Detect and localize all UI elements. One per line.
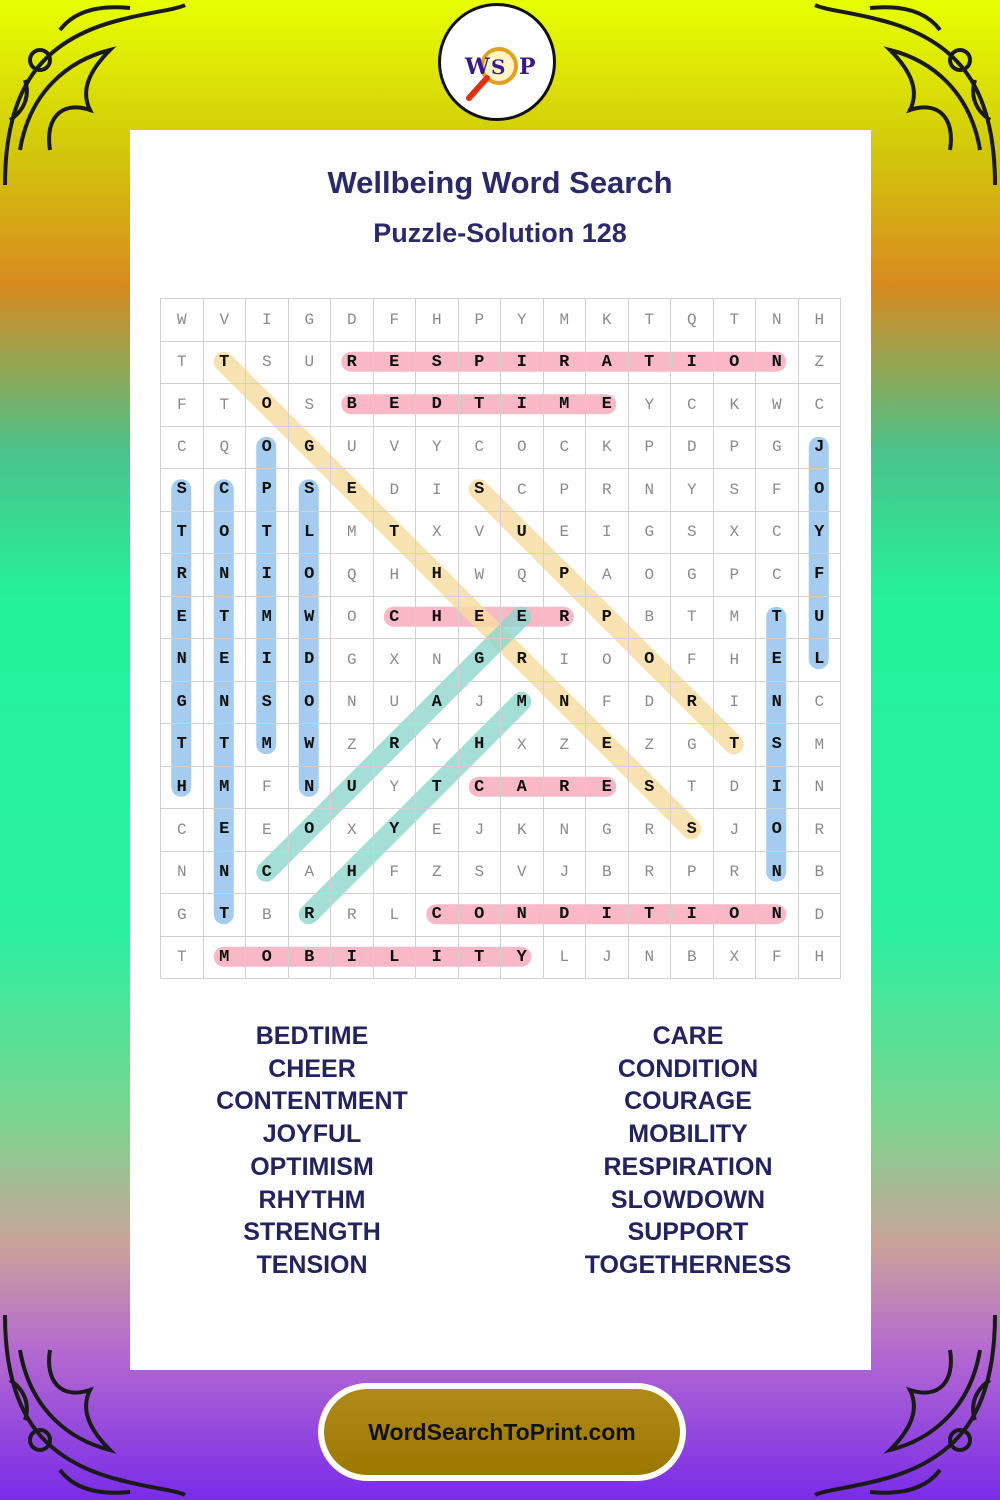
grid-cell[interactable]: P bbox=[713, 426, 757, 470]
grid-cell[interactable]: M bbox=[330, 511, 374, 555]
grid-cell[interactable]: R bbox=[543, 766, 587, 810]
grid-cell[interactable]: Q bbox=[670, 298, 714, 342]
grid-cell[interactable]: C bbox=[543, 426, 587, 470]
grid-cell[interactable]: A bbox=[585, 341, 629, 385]
grid-cell[interactable]: O bbox=[628, 638, 672, 682]
grid-cell[interactable]: A bbox=[585, 553, 629, 597]
grid-cell[interactable]: U bbox=[288, 341, 332, 385]
grid-cell[interactable]: S bbox=[713, 468, 757, 512]
magnifier-icon bbox=[441, 6, 553, 118]
grid-cell[interactable]: X bbox=[373, 638, 417, 682]
word-list-item: CONTENTMENT bbox=[216, 1087, 408, 1116]
grid-cell[interactable]: I bbox=[245, 638, 289, 682]
grid-cell[interactable]: N bbox=[160, 851, 204, 895]
grid-cell[interactable]: B bbox=[245, 893, 289, 937]
grid-cell[interactable]: O bbox=[330, 596, 374, 640]
grid-cell[interactable]: E bbox=[373, 383, 417, 427]
grid-cell[interactable]: I bbox=[245, 553, 289, 597]
grid-cell[interactable]: C bbox=[458, 766, 502, 810]
grid-cell[interactable]: Z bbox=[543, 723, 587, 767]
grid-cell[interactable]: G bbox=[670, 553, 714, 597]
grid-cell[interactable]: N bbox=[628, 936, 672, 980]
grid-cell[interactable]: F bbox=[755, 936, 799, 980]
grid-cell[interactable]: O bbox=[755, 808, 799, 852]
grid-cell[interactable]: X bbox=[713, 936, 757, 980]
grid-cell[interactable]: W bbox=[288, 596, 332, 640]
grid-cell[interactable]: M bbox=[500, 681, 544, 725]
grid-cell[interactable]: D bbox=[373, 468, 417, 512]
grid-cell[interactable]: G bbox=[288, 426, 332, 470]
grid-cell[interactable]: Z bbox=[628, 723, 672, 767]
grid-cell[interactable]: T bbox=[628, 298, 672, 342]
grid-cell[interactable]: L bbox=[543, 936, 587, 980]
grid-cell[interactable]: V bbox=[203, 298, 247, 342]
grid-cell[interactable]: C bbox=[755, 511, 799, 555]
grid-cell[interactable]: G bbox=[755, 426, 799, 470]
grid-cell[interactable]: T bbox=[713, 298, 757, 342]
word-list-item: CHEER bbox=[268, 1054, 356, 1083]
grid-cell[interactable]: A bbox=[288, 851, 332, 895]
grid-cell[interactable]: T bbox=[458, 383, 502, 427]
grid-cell[interactable]: B bbox=[628, 596, 672, 640]
grid-cell[interactable]: S bbox=[755, 723, 799, 767]
grid-cell[interactable]: H bbox=[373, 553, 417, 597]
grid-cell[interactable]: N bbox=[755, 893, 799, 937]
grid-cell[interactable]: V bbox=[373, 426, 417, 470]
grid-cell[interactable]: I bbox=[543, 638, 587, 682]
grid-cell[interactable]: H bbox=[415, 553, 459, 597]
grid-cell[interactable]: X bbox=[713, 511, 757, 555]
grid-cell[interactable]: M bbox=[543, 298, 587, 342]
grid-cell[interactable]: Q bbox=[330, 553, 374, 597]
grid-cell[interactable]: G bbox=[670, 723, 714, 767]
grid-cell[interactable]: E bbox=[585, 766, 629, 810]
grid-cell[interactable]: O bbox=[288, 681, 332, 725]
logo-letter-s: S bbox=[491, 55, 506, 79]
grid-cell[interactable]: E bbox=[458, 596, 502, 640]
grid-cell[interactable]: B bbox=[585, 851, 629, 895]
grid-cell[interactable]: J bbox=[798, 426, 842, 470]
grid-cell[interactable]: U bbox=[373, 681, 417, 725]
grid-cell[interactable]: C bbox=[670, 383, 714, 427]
grid-cell[interactable]: L bbox=[288, 511, 332, 555]
grid-cell[interactable]: N bbox=[415, 638, 459, 682]
grid-cell[interactable]: N bbox=[755, 341, 799, 385]
grid-cell[interactable]: C bbox=[798, 681, 842, 725]
grid-cell[interactable]: I bbox=[500, 341, 544, 385]
grid-cell[interactable]: N bbox=[543, 681, 587, 725]
grid-cell[interactable]: N bbox=[203, 553, 247, 597]
grid-cell[interactable]: F bbox=[755, 468, 799, 512]
site-logo[interactable] bbox=[438, 3, 556, 121]
page-title: Wellbeing Word Search bbox=[327, 165, 673, 200]
grid-cell[interactable]: Y bbox=[628, 383, 672, 427]
grid-cell[interactable]: F bbox=[670, 638, 714, 682]
grid-cell[interactable]: N bbox=[160, 638, 204, 682]
grid-cell[interactable]: E bbox=[160, 596, 204, 640]
grid-cell[interactable]: L bbox=[373, 936, 417, 980]
grid-cell[interactable]: D bbox=[415, 383, 459, 427]
grid-cell[interactable]: N bbox=[628, 468, 672, 512]
grid-cell[interactable]: T bbox=[160, 341, 204, 385]
grid-cell[interactable]: T bbox=[160, 723, 204, 767]
grid-cell[interactable]: Z bbox=[415, 851, 459, 895]
grid-cell[interactable]: R bbox=[288, 893, 332, 937]
grid-cell[interactable]: L bbox=[798, 638, 842, 682]
word-list-item: RESPIRATION bbox=[603, 1152, 773, 1181]
word-list-item: COURAGE bbox=[624, 1087, 752, 1116]
grid-cell[interactable]: O bbox=[585, 638, 629, 682]
grid-cell[interactable]: I bbox=[245, 298, 289, 342]
grid-cell[interactable]: H bbox=[415, 596, 459, 640]
grid-cell[interactable]: M bbox=[245, 596, 289, 640]
grid-cell[interactable]: J bbox=[458, 808, 502, 852]
grid-cell[interactable]: W bbox=[288, 723, 332, 767]
grid-cell[interactable]: H bbox=[713, 638, 757, 682]
grid-cell[interactable]: F bbox=[585, 681, 629, 725]
grid-cell[interactable]: O bbox=[245, 426, 289, 470]
grid-cell[interactable]: H bbox=[798, 298, 842, 342]
grid-cell[interactable]: S bbox=[415, 341, 459, 385]
grid-cell[interactable]: M bbox=[798, 723, 842, 767]
grid-cell[interactable]: O bbox=[203, 511, 247, 555]
grid-cell[interactable]: F bbox=[373, 851, 417, 895]
grid-cell[interactable]: S bbox=[458, 851, 502, 895]
grid-cell[interactable]: O bbox=[288, 808, 332, 852]
grid-cell[interactable]: R bbox=[585, 468, 629, 512]
grid-cell[interactable]: P bbox=[458, 341, 502, 385]
grid-cell[interactable]: P bbox=[543, 468, 587, 512]
grid-cell[interactable]: C bbox=[203, 468, 247, 512]
grid-cell[interactable]: D bbox=[543, 893, 587, 937]
grid-cell[interactable]: S bbox=[288, 383, 332, 427]
word-list-item: SUPPORT bbox=[627, 1218, 749, 1247]
grid-cell[interactable]: R bbox=[330, 893, 374, 937]
grid-cell[interactable]: T bbox=[160, 511, 204, 555]
grid-cell[interactable]: G bbox=[458, 638, 502, 682]
grid-cell[interactable]: T bbox=[203, 596, 247, 640]
grid-cell[interactable]: D bbox=[670, 426, 714, 470]
grid-cell[interactable]: M bbox=[543, 383, 587, 427]
grid-cell[interactable]: D bbox=[713, 766, 757, 810]
grid-cell[interactable]: O bbox=[288, 553, 332, 597]
grid-cell[interactable]: C bbox=[798, 383, 842, 427]
grid-cell[interactable]: G bbox=[585, 808, 629, 852]
grid-cell[interactable]: F bbox=[245, 766, 289, 810]
grid-cell[interactable]: F bbox=[160, 383, 204, 427]
grid-cell[interactable]: Y bbox=[373, 766, 417, 810]
grid-cell[interactable]: E bbox=[203, 638, 247, 682]
grid-cell[interactable]: I bbox=[755, 766, 799, 810]
grid-cell[interactable]: N bbox=[203, 681, 247, 725]
grid-cell[interactable]: C bbox=[755, 553, 799, 597]
grid-cell[interactable]: M bbox=[245, 723, 289, 767]
grid-cell[interactable]: S bbox=[160, 468, 204, 512]
logo-letter-w: W bbox=[465, 54, 490, 80]
grid-cell[interactable]: H bbox=[798, 936, 842, 980]
grid-cell[interactable]: N bbox=[330, 681, 374, 725]
grid-cell[interactable]: H bbox=[330, 851, 374, 895]
word-list-item: CONDITION bbox=[617, 1054, 759, 1083]
grid-cell[interactable]: Y bbox=[500, 936, 544, 980]
grid-cell[interactable]: W bbox=[458, 553, 502, 597]
grid-cell[interactable]: J bbox=[713, 808, 757, 852]
grid-cell[interactable]: R bbox=[798, 808, 842, 852]
grid-cell[interactable]: T bbox=[160, 936, 204, 980]
grid-cell[interactable]: T bbox=[628, 341, 672, 385]
grid-cell[interactable]: M bbox=[203, 766, 247, 810]
grid-cell[interactable]: T bbox=[203, 341, 247, 385]
grid-cell[interactable]: T bbox=[373, 511, 417, 555]
word-list-item: MOBILITY bbox=[628, 1120, 748, 1149]
grid-cell[interactable]: M bbox=[203, 936, 247, 980]
grid-cell[interactable]: S bbox=[245, 681, 289, 725]
grid-cell[interactable]: E bbox=[500, 596, 544, 640]
grid-cell[interactable]: N bbox=[288, 766, 332, 810]
grid-cell[interactable]: M bbox=[713, 596, 757, 640]
grid-cell[interactable]: A bbox=[500, 766, 544, 810]
grid-cell[interactable]: B bbox=[330, 383, 374, 427]
grid-cell[interactable]: E bbox=[373, 341, 417, 385]
grid-cell[interactable]: O bbox=[500, 426, 544, 470]
word-list-left bbox=[162, 1020, 462, 1282]
grid-cell[interactable]: P bbox=[713, 553, 757, 597]
word-list-item: TENSION bbox=[256, 1250, 368, 1279]
word-list-item: RHYTHM bbox=[258, 1185, 366, 1214]
grid-cell[interactable]: P bbox=[245, 468, 289, 512]
grid-cell[interactable]: N bbox=[755, 851, 799, 895]
grid-cell[interactable]: W bbox=[160, 298, 204, 342]
grid-cell[interactable]: E bbox=[585, 723, 629, 767]
grid-cell[interactable]: S bbox=[458, 468, 502, 512]
grid-cell[interactable]: V bbox=[500, 851, 544, 895]
grid-cell[interactable]: O bbox=[245, 936, 289, 980]
grid-cell[interactable]: Z bbox=[798, 341, 842, 385]
grid-cell[interactable]: I bbox=[713, 681, 757, 725]
grid-cell[interactable]: I bbox=[500, 383, 544, 427]
grid-cell[interactable]: Y bbox=[670, 468, 714, 512]
grid-cell[interactable]: G bbox=[160, 681, 204, 725]
grid-cell[interactable]: S bbox=[670, 511, 714, 555]
grid-cell[interactable]: X bbox=[500, 723, 544, 767]
grid-cell[interactable]: C bbox=[160, 426, 204, 470]
grid-cell[interactable]: E bbox=[245, 808, 289, 852]
grid-cell[interactable]: R bbox=[500, 638, 544, 682]
grid-cell[interactable]: T bbox=[203, 383, 247, 427]
grid-cell[interactable]: U bbox=[798, 596, 842, 640]
grid-cell[interactable]: D bbox=[798, 893, 842, 937]
grid-cell[interactable]: N bbox=[755, 681, 799, 725]
grid-cell[interactable]: C bbox=[458, 426, 502, 470]
word-search-grid bbox=[160, 298, 840, 978]
grid-cell[interactable]: K bbox=[585, 426, 629, 470]
grid-cell[interactable]: B bbox=[798, 851, 842, 895]
grid-cell[interactable]: P bbox=[458, 298, 502, 342]
grid-cell[interactable]: X bbox=[330, 808, 374, 852]
grid-cell[interactable]: E bbox=[415, 808, 459, 852]
grid-cell[interactable]: P bbox=[585, 596, 629, 640]
grid-cell[interactable]: T bbox=[203, 893, 247, 937]
grid-cell[interactable]: O bbox=[458, 893, 502, 937]
grid-cell[interactable]: U bbox=[500, 511, 544, 555]
grid-cell[interactable]: Q bbox=[203, 426, 247, 470]
grid-cell[interactable]: I bbox=[415, 936, 459, 980]
grid-cell[interactable]: T bbox=[670, 766, 714, 810]
grid-cell[interactable]: D bbox=[628, 681, 672, 725]
grid-cell[interactable]: I bbox=[330, 936, 374, 980]
grid-cell[interactable]: G bbox=[628, 511, 672, 555]
grid-cell[interactable]: P bbox=[628, 426, 672, 470]
grid-cell[interactable]: I bbox=[670, 893, 714, 937]
grid-cell[interactable]: R bbox=[330, 341, 374, 385]
grid-cell[interactable]: C bbox=[500, 468, 544, 512]
grid-cell[interactable]: H bbox=[415, 298, 459, 342]
grid-cell[interactable]: R bbox=[628, 851, 672, 895]
grid-cell[interactable]: S bbox=[245, 341, 289, 385]
grid-cell[interactable]: O bbox=[713, 893, 757, 937]
grid-cell[interactable]: O bbox=[628, 553, 672, 597]
grid-cell[interactable]: A bbox=[415, 681, 459, 725]
grid-cell[interactable]: E bbox=[203, 808, 247, 852]
grid-cell[interactable]: Y bbox=[415, 723, 459, 767]
grid-cell[interactable]: I bbox=[670, 341, 714, 385]
logo-letter-p: P bbox=[519, 54, 536, 80]
grid-cell[interactable]: C bbox=[373, 596, 417, 640]
grid-cell[interactable]: L bbox=[373, 893, 417, 937]
grid-cell[interactable]: G bbox=[288, 298, 332, 342]
grid-cell[interactable]: G bbox=[160, 893, 204, 937]
grid-cell[interactable]: H bbox=[458, 723, 502, 767]
grid-cell[interactable]: P bbox=[543, 553, 587, 597]
grid-cell[interactable]: E bbox=[585, 383, 629, 427]
grid-cell[interactable]: N bbox=[543, 808, 587, 852]
grid-cell[interactable]: R bbox=[628, 808, 672, 852]
grid-cell[interactable]: I bbox=[415, 468, 459, 512]
grid-cell[interactable]: R bbox=[543, 341, 587, 385]
site-link-button[interactable]: WordSearchToPrint.com bbox=[324, 1389, 680, 1475]
grid-cell[interactable]: Q bbox=[500, 553, 544, 597]
grid-cell[interactable]: U bbox=[330, 766, 374, 810]
grid-cell[interactable]: J bbox=[585, 936, 629, 980]
grid-cell[interactable]: K bbox=[713, 383, 757, 427]
grid-cell[interactable]: K bbox=[500, 808, 544, 852]
grid-cell[interactable]: F bbox=[798, 553, 842, 597]
grid-cell[interactable]: T bbox=[458, 936, 502, 980]
grid-cell[interactable]: T bbox=[628, 893, 672, 937]
grid-cell[interactable]: H bbox=[160, 766, 204, 810]
grid-cell[interactable]: X bbox=[415, 511, 459, 555]
grid-cell[interactable]: F bbox=[373, 298, 417, 342]
grid-cell[interactable]: T bbox=[415, 766, 459, 810]
grid-cell[interactable]: N bbox=[798, 766, 842, 810]
grid-cell[interactable]: T bbox=[245, 511, 289, 555]
grid-cell[interactable]: I bbox=[585, 893, 629, 937]
grid-cell[interactable]: E bbox=[755, 638, 799, 682]
grid-cell[interactable]: Y bbox=[798, 511, 842, 555]
grid-cell[interactable]: N bbox=[203, 851, 247, 895]
grid-cell[interactable]: V bbox=[458, 511, 502, 555]
word-list-item: TOGETHERNESS bbox=[584, 1250, 792, 1279]
word-list-item: OPTIMISM bbox=[250, 1152, 374, 1181]
word-list-item: CARE bbox=[652, 1022, 724, 1050]
word-list-item: JOYFUL bbox=[262, 1120, 362, 1149]
grid-cell[interactable]: R bbox=[160, 553, 204, 597]
grid-cell[interactable]: R bbox=[373, 723, 417, 767]
grid-cell[interactable]: S bbox=[670, 808, 714, 852]
grid-cell[interactable]: R bbox=[543, 596, 587, 640]
word-list-item: BEDTIME bbox=[255, 1022, 369, 1050]
grid-cell[interactable]: N bbox=[755, 298, 799, 342]
grid-cell[interactable]: T bbox=[755, 596, 799, 640]
grid-cell[interactable]: T bbox=[713, 723, 757, 767]
grid-cell[interactable]: S bbox=[288, 468, 332, 512]
grid-cell[interactable]: D bbox=[288, 638, 332, 682]
grid-cell[interactable]: O bbox=[245, 383, 289, 427]
grid-cell[interactable]: I bbox=[585, 511, 629, 555]
grid-cell[interactable]: J bbox=[458, 681, 502, 725]
grid-cell[interactable]: U bbox=[330, 426, 374, 470]
word-list-item: SLOWDOWN bbox=[610, 1185, 766, 1214]
grid-cell[interactable]: J bbox=[543, 851, 587, 895]
grid-cell[interactable]: Y bbox=[415, 426, 459, 470]
grid-cell[interactable]: G bbox=[330, 638, 374, 682]
grid-cell[interactable]: Y bbox=[500, 298, 544, 342]
grid-cell[interactable]: K bbox=[585, 298, 629, 342]
grid-cell[interactable]: Y bbox=[373, 808, 417, 852]
grid-cell[interactable]: B bbox=[670, 936, 714, 980]
grid-cell[interactable]: C bbox=[160, 808, 204, 852]
grid-cell[interactable]: E bbox=[543, 511, 587, 555]
grid-cell[interactable]: Z bbox=[330, 723, 374, 767]
grid-cell[interactable]: O bbox=[713, 341, 757, 385]
grid-cell[interactable]: S bbox=[628, 766, 672, 810]
page-subtitle: Puzzle-Solution 128 bbox=[373, 218, 627, 248]
word-list-right bbox=[538, 1020, 838, 1282]
grid-cell[interactable]: C bbox=[245, 851, 289, 895]
grid-cell[interactable]: R bbox=[713, 851, 757, 895]
grid-cell[interactable]: O bbox=[798, 468, 842, 512]
grid-cell[interactable]: W bbox=[755, 383, 799, 427]
word-list-item: STRENGTH bbox=[243, 1218, 381, 1247]
grid-cell[interactable]: N bbox=[500, 893, 544, 937]
grid-cell[interactable]: B bbox=[288, 936, 332, 980]
grid-cell[interactable]: T bbox=[203, 723, 247, 767]
grid-cell[interactable]: C bbox=[415, 893, 459, 937]
grid-cell[interactable]: P bbox=[670, 851, 714, 895]
grid-cell[interactable]: T bbox=[670, 596, 714, 640]
grid-cell[interactable]: D bbox=[330, 298, 374, 342]
grid-cell[interactable]: R bbox=[670, 681, 714, 725]
grid-cell[interactable]: E bbox=[330, 468, 374, 512]
